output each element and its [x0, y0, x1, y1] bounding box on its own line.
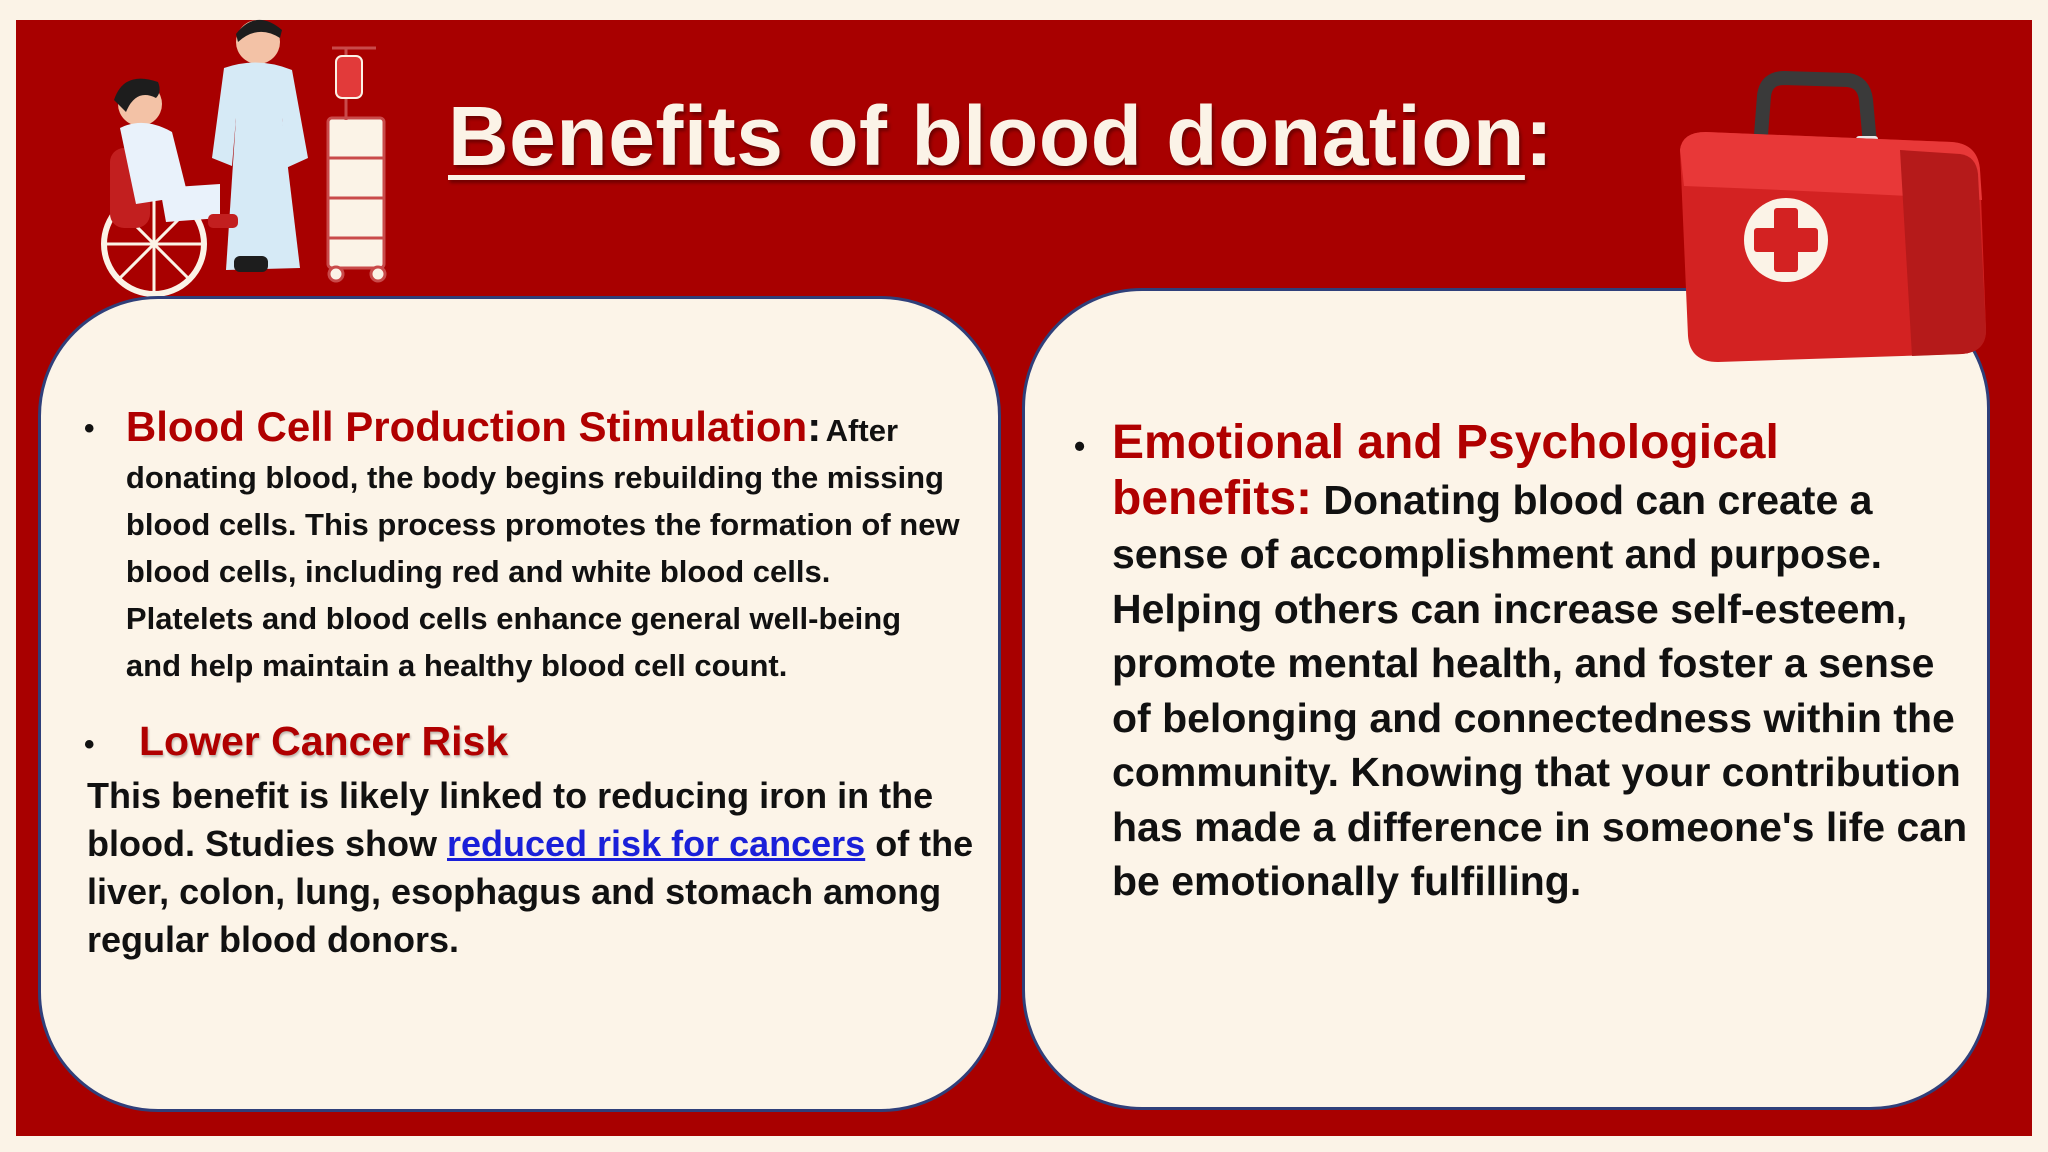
slide-title-colon: :	[1524, 89, 1554, 183]
cancer-risk-paragraph	[87, 772, 987, 964]
bullet-emotional-benefits	[1074, 416, 1974, 909]
bullet-lower-cancer-risk	[84, 718, 508, 765]
first-aid-kit-icon	[1660, 70, 2000, 380]
bullet-heading: Emotional and Psychological benefits:	[1112, 416, 1779, 525]
slide-title-text: Benefits of blood donation	[448, 89, 1525, 183]
bullet-content	[1112, 416, 1974, 909]
bullet-body: After donating blood, the body begins rebuilding the missing blood cells. This process promotes the formation of new blood cells, including red and white blood cells. Platelets and blood cells enhance general well-being and help maintain a healthy blood cell count.	[125, 413, 960, 683]
blood-donation-illustration-icon	[96, 8, 396, 298]
bullet-body: Donating blood can create a sense of accomplishment and purpose. Helping others can increase self-esteem, promote mental health, and foster a sense of belonging and connectedness within the community. Knowing that your contribution has made a difference in someone's life can be emotionally fulfilling.	[1112, 476, 1968, 904]
bullet-heading: Blood Cell Production Stimulation	[125, 403, 808, 450]
bullet-glyph: •	[1074, 428, 1086, 464]
bullet-glyph: •	[84, 728, 95, 761]
slide-title	[448, 88, 1553, 185]
bullet-heading-colon: :	[807, 403, 822, 450]
bullet-glyph: •	[84, 412, 95, 445]
paragraph-text-before: This benefit is likely linked to reducing iron in the blood. Studies show	[87, 775, 934, 864]
paragraph-text-after: of the liver, colon, lung, esophagus and stomach among regular blood donors.	[87, 823, 974, 960]
bullet-heading: Lower Cancer Risk	[139, 718, 509, 764]
reduced-risk-link[interactable]: reduced risk for cancers	[447, 823, 866, 864]
bullet-blood-cell-production	[84, 400, 964, 692]
bullet-content	[126, 400, 964, 692]
